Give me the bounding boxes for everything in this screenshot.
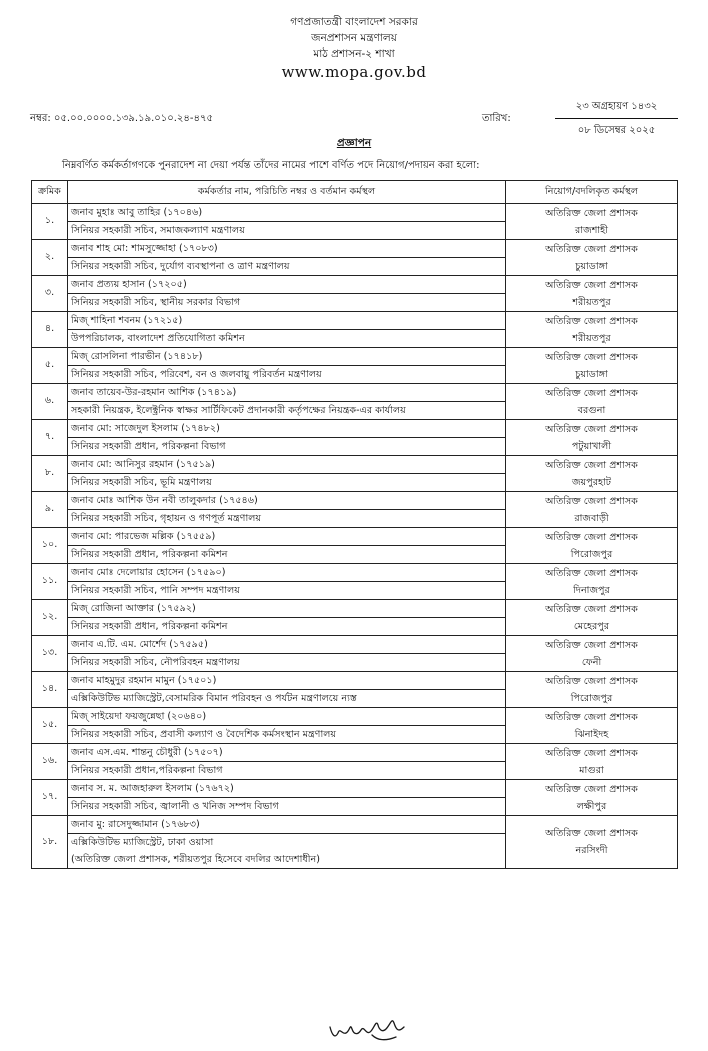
officer-name: জনাব মাহমুদুর রহমান মামুন (১৭৫০১) xyxy=(68,672,505,690)
officer-cell xyxy=(68,636,506,672)
table-row xyxy=(32,816,678,869)
serial-cell: ২. xyxy=(32,240,68,276)
officer-cell xyxy=(68,816,506,869)
officer-cell xyxy=(68,420,506,456)
govt-name: গণপ্রজাতন্ত্রী বাংলাদেশ সরকার xyxy=(290,16,418,28)
serial-cell: ১২. xyxy=(32,600,68,636)
col-header-posting: নিয়োগ/বদলিকৃত কর্মস্থল xyxy=(506,181,678,204)
officer-designation: সিনিয়র সহকারী সচিব, নৌপরিবহন মন্ত্রণালয় xyxy=(71,657,240,668)
officer-designation: সিনিয়র সহকারী সচিব, প্রবাসী কল্যাণ ও বৈদেশিক কর্মসংস্থান মন্ত্রণালয় xyxy=(71,729,337,740)
posting-title: অতিরিক্ত জেলা প্রশাসক xyxy=(545,531,638,543)
posting-district: চুয়াডাঙ্গা xyxy=(575,368,608,380)
serial-cell: ১৩. xyxy=(32,636,68,672)
posting-cell xyxy=(506,492,678,528)
officer-cell xyxy=(68,780,506,816)
posting-table xyxy=(31,180,678,869)
officer-cell xyxy=(68,528,506,564)
officer-cell xyxy=(68,600,506,636)
posting-cell xyxy=(506,564,678,600)
officer-name: মিজ্ রোসলিনা পারভীন (১৭৪১৮) xyxy=(68,348,505,366)
officer-designation: সিনিয়র সহকারী সচিব, ভূমি মন্ত্রণালয় xyxy=(71,477,212,488)
table-row xyxy=(32,384,678,420)
date-values xyxy=(555,99,678,140)
officer-cell xyxy=(68,672,506,708)
date-english: ০৮ ডিসেম্বর ২০২৫ xyxy=(577,125,656,136)
officer-name: জনাব স. ম. আজহারুল ইসলাম (১৭৬৭২) xyxy=(68,780,505,798)
posting-title: অতিরিক্ত জেলা প্রশাসক xyxy=(545,351,638,363)
officer-name: মিজ্ সাইয়েদা ফয়জুন্নেছা (২০৬৪০) xyxy=(68,708,505,726)
table-row xyxy=(32,564,678,600)
officer-note: (অতিরিক্ত জেলা প্রশাসক, শরীয়তপুর হিসেবে বদলির আদেশাধীন) xyxy=(71,854,320,865)
officer-name: জনাব শাহ মো: শামসুজ্জোহা (১৭০৮৩) xyxy=(68,240,505,258)
col-header-serial: ক্রমিক xyxy=(32,181,68,204)
officer-name: জনাব প্রত্যয় হাসান (১৭২০৫) xyxy=(68,276,505,294)
table-header-row xyxy=(32,181,678,204)
posting-district: পিরোজপুর xyxy=(570,548,613,560)
posting-title: অতিরিক্ত জেলা প্রশাসক xyxy=(545,387,638,399)
table-row xyxy=(32,204,678,240)
officer-name: জনাব মো: পারভেজ মল্লিক (১৭৫৫৯) xyxy=(68,528,505,546)
posting-cell xyxy=(506,780,678,816)
table-row xyxy=(32,636,678,672)
officer-designation: সিনিয়র সহকারী প্রধান, পরিকল্পনা কমিশন xyxy=(71,621,228,632)
officer-cell xyxy=(68,276,506,312)
officer-designation: সিনিয়র সহকারী প্রধান, পরিকল্পনা বিভাগ xyxy=(71,441,226,452)
officer-designation: সিনিয়র সহকারী সচিব, পানি সম্পদ মন্ত্রণালয় xyxy=(71,585,240,596)
posting-title: অতিরিক্ত জেলা প্রশাসক xyxy=(545,279,638,291)
officer-designation: সিনিয়র সহকারী সচিব, জ্বালানী ও খনিজ সম্পদ বিভাগ xyxy=(71,801,279,812)
posting-title: অতিরিক্ত জেলা প্রশাসক xyxy=(545,828,638,839)
posting-title: অতিরিক্ত জেলা প্রশাসক xyxy=(545,315,638,327)
officer-designation: সিনিয়র সহকারী সচিব, দুর্যোগ ব্যবস্থাপনা ও ত্রাণ মন্ত্রণালয় xyxy=(71,261,290,272)
officer-designation: সহকারী নিয়ন্ত্রক, ইলেক্ট্রনিক স্বাক্ষর সার্টিফিকেট প্রদানকারী কর্তৃপক্ষের নিয়ন্ত্রক-এর কার্যালয় xyxy=(71,405,406,416)
date-label: তারিখ: xyxy=(482,113,511,124)
posting-district: শরীয়তপুর xyxy=(572,332,611,344)
officer-cell xyxy=(68,456,506,492)
posting-title: অতিরিক্ত জেলা প্রশাসক xyxy=(545,675,638,687)
table-row xyxy=(32,240,678,276)
intro-text: নিম্নবর্ণিত কর্মকর্তাগণকে পুনরাদেশ না দেয়া পর্যন্ত তাঁদের নামের পাশে বর্ণিত পদে নিয়োগ/পদায়ন করা হলো: xyxy=(62,160,480,171)
memo-number: নম্বর: ০৫.০০.০০০০.১৩৯.১৯.০১০.২৪-৪৭৫ xyxy=(30,113,214,124)
posting-district: লক্ষীপুর xyxy=(576,800,607,812)
officer-name: মিজ্ রোজিনা আক্তার (১৭৫৯২) xyxy=(68,600,505,618)
table-row xyxy=(32,708,678,744)
officer-cell xyxy=(68,240,506,276)
officer-designation: সিনিয়র সহকারী প্রধান,পরিকল্পনা বিভাগ xyxy=(71,765,223,776)
posting-cell xyxy=(506,312,678,348)
officer-name: জনাব মোঃ আশিক উন নবী তালুকদার (১৭৫৪৬) xyxy=(68,492,505,510)
officer-designation: সিনিয়র সহকারী সচিব, গৃহায়ন ও গণপূর্ত মন্ত্রণালয় xyxy=(71,513,262,524)
officer-cell xyxy=(68,744,506,780)
posting-district: রাজশাহী xyxy=(575,224,608,236)
posting-title: অতিরিক্ত জেলা প্রশাসক xyxy=(545,243,638,255)
posting-title: অতিরিক্ত জেলা প্রশাসক xyxy=(545,783,638,795)
posting-cell xyxy=(506,384,678,420)
table-row xyxy=(32,456,678,492)
notice-title: প্রজ্ঞাপন xyxy=(336,137,372,149)
officer-name: জনাব মুহাঃ আবু তাহির (১৭০৪৬) xyxy=(68,204,505,222)
serial-cell: ৮. xyxy=(32,456,68,492)
posting-title: অতিরিক্ত জেলা প্রশাসক xyxy=(545,639,638,651)
table-row xyxy=(32,492,678,528)
posting-cell xyxy=(506,348,678,384)
posting-cell xyxy=(506,204,678,240)
posting-district: জয়পুরহাট xyxy=(571,476,612,488)
serial-cell: ১. xyxy=(32,204,68,240)
officer-cell xyxy=(68,492,506,528)
officer-name: জনাব এ.টি. এম. মোর্শেদ (১৭৫৯৫) xyxy=(68,636,505,654)
posting-cell xyxy=(506,744,678,780)
serial-cell: ৬. xyxy=(32,384,68,420)
posting-title: অতিরিক্ত জেলা প্রশাসক xyxy=(545,747,638,759)
officer-designation: এক্সিকিউটিভ ম্যাজিস্ট্রেট, ঢাকা ওয়াসা xyxy=(71,837,214,848)
officer-designation: সিনিয়র সহকারী প্রধান, পরিকল্পনা কমিশন xyxy=(71,549,228,560)
officer-name: মিজ্ শাহিনা শবনম (১৭২১৫) xyxy=(68,312,505,330)
posting-title: অতিরিক্ত জেলা প্রশাসক xyxy=(545,423,638,435)
posting-cell xyxy=(506,240,678,276)
table-row xyxy=(32,672,678,708)
posting-district: ফেনী xyxy=(581,656,602,668)
branch-name: মাঠ প্রশাসন-২ শাখা xyxy=(313,48,395,60)
table-row xyxy=(32,600,678,636)
officer-cell xyxy=(68,708,506,744)
serial-cell: ১৮. xyxy=(32,816,68,869)
posting-district: চুয়াডাঙ্গা xyxy=(575,260,608,272)
posting-district: শরীয়তপুর xyxy=(572,296,611,308)
table-row xyxy=(32,420,678,456)
posting-title: অতিরিক্ত জেলা প্রশাসক xyxy=(545,567,638,579)
posting-district: বরগুনা xyxy=(577,404,606,416)
posting-cell xyxy=(506,276,678,312)
posting-title: অতিরিক্ত জেলা প্রশাসক xyxy=(545,495,638,507)
serial-cell: ১৫. xyxy=(32,708,68,744)
posting-title: অতিরিক্ত জেলা প্রশাসক xyxy=(545,711,638,723)
posting-district: ঝিনাইদহ xyxy=(574,728,609,740)
posting-cell xyxy=(506,528,678,564)
posting-title: অতিরিক্ত জেলা প্রশাসক xyxy=(545,459,638,471)
officer-cell xyxy=(68,348,506,384)
posting-cell xyxy=(506,600,678,636)
table-row xyxy=(32,744,678,780)
date-bangla: ২৩ অগ্রহায়ণ ১৪৩২ xyxy=(555,99,678,119)
officer-name: জনাব মো: আনিসুর রহমান (১৭৫১৯) xyxy=(68,456,505,474)
posting-cell xyxy=(506,420,678,456)
officer-designation: এক্সিকিউটিভ ম্যাজিস্ট্রেট,বেসামরিক বিমান পরিবহন ও পর্যটন মন্ত্রণালয়ে ন্যস্ত xyxy=(71,693,357,704)
serial-cell: ৫. xyxy=(32,348,68,384)
officer-name: জনাব মো: সাজেদুল ইসলাম (১৭৪৮২) xyxy=(68,420,505,438)
letterhead xyxy=(0,14,708,82)
officer-designation: সিনিয়র সহকারী সচিব, পরিবেশ, বন ও জলবায়ু পরিবর্তন মন্ত্রণালয় xyxy=(71,369,322,380)
website-link[interactable]: www.mopa.gov.bd xyxy=(281,63,427,81)
posting-cell xyxy=(506,672,678,708)
posting-district: মেহেরপুর xyxy=(573,620,610,632)
table-row xyxy=(32,312,678,348)
table-row xyxy=(32,780,678,816)
signature-image xyxy=(326,1013,416,1047)
officer-cell xyxy=(68,204,506,240)
officer-name: জনাব তায়েব-উর-রহমান আশিক (১৭৪১৯) xyxy=(68,384,505,402)
serial-cell: ৪. xyxy=(32,312,68,348)
posting-district: দিনাজপুর xyxy=(573,584,610,596)
posting-cell xyxy=(506,708,678,744)
posting-district: পটুয়াখালী xyxy=(571,440,612,452)
serial-cell: ৯. xyxy=(32,492,68,528)
col-header-officer: কর্মকর্তার নাম, পরিচিতি নম্বর ও বর্তমান কর্মস্থল xyxy=(68,181,506,204)
officer-name: জনাব এস.এম. শান্তনু চৌধুরী (১৭৫০৭) xyxy=(68,744,505,762)
posting-cell xyxy=(506,816,678,869)
posting-district: নরসিংদী xyxy=(575,845,608,856)
serial-cell: ১৭. xyxy=(32,780,68,816)
serial-cell: ১৪. xyxy=(32,672,68,708)
ministry-name: জনপ্রশাসন মন্ত্রণালয় xyxy=(311,32,397,44)
posting-district: পিরোজপুর xyxy=(570,692,613,704)
officer-name: জনাব মু: রাসেদুজ্জামান (১৭৬৮৩) xyxy=(68,816,505,834)
serial-cell: ১০. xyxy=(32,528,68,564)
table-body xyxy=(32,204,678,869)
serial-cell: ৭. xyxy=(32,420,68,456)
posting-cell xyxy=(506,636,678,672)
posting-district: রাজবাড়ী xyxy=(574,512,609,524)
posting-title: অতিরিক্ত জেলা প্রশাসক xyxy=(545,603,638,615)
officer-designation: সিনিয়র সহকারী সচিব, স্থানীয় সরকার বিভাগ xyxy=(71,297,241,308)
posting-district: মাগুরা xyxy=(579,764,604,776)
table-row xyxy=(32,276,678,312)
table-row xyxy=(32,528,678,564)
serial-cell: ১৬. xyxy=(32,744,68,780)
serial-cell: ৩. xyxy=(32,276,68,312)
table-row xyxy=(32,348,678,384)
serial-cell: ১১. xyxy=(32,564,68,600)
officer-name: জনাব মোঃ দেলোয়ার হোসেন (১৭৫৯০) xyxy=(68,564,505,582)
officer-designation: উপপরিচালক, বাংলাদেশ প্রতিযোগিতা কমিশন xyxy=(71,333,245,344)
posting-cell xyxy=(506,456,678,492)
officer-cell xyxy=(68,384,506,420)
posting-title: অতিরিক্ত জেলা প্রশাসক xyxy=(545,207,638,219)
officer-designation: সিনিয়র সহকারী সচিব, সমাজকল্যাণ মন্ত্রণালয় xyxy=(71,225,245,236)
officer-cell xyxy=(68,312,506,348)
officer-cell xyxy=(68,564,506,600)
